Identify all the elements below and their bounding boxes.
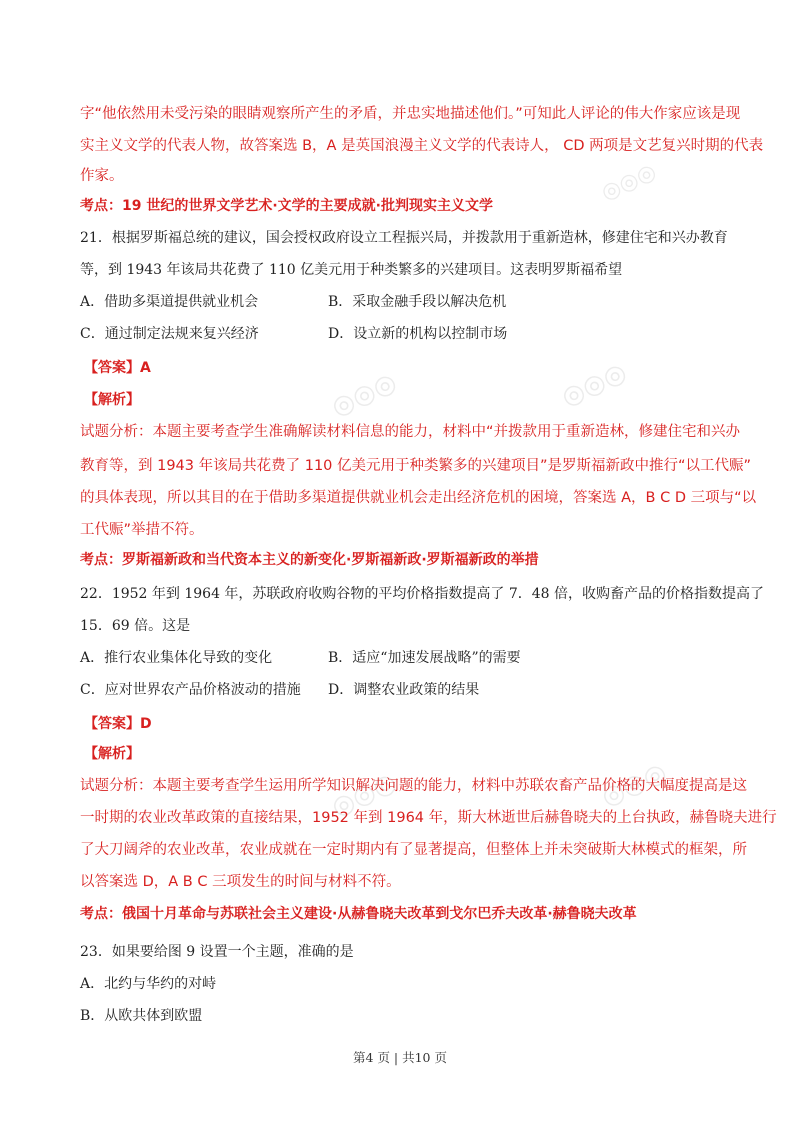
analysis-line: 一时期的农业改革政策的直接结果，1952 年到 1964 年，斯大林逝世后赫鲁晓夫的上台执政，赫鲁晓夫进行 bbox=[80, 810, 777, 826]
analysis-line: 字“他依然用未受污染的眼睛观察所产生的矛盾，并忠实地描述他们。”可知此人评论的伟大作家应该是现 bbox=[80, 106, 741, 122]
option-b: B．从欧共体到欧盟 bbox=[80, 1008, 203, 1024]
question-stem: 等，到 1943 年该局共花费了 110 亿美元用于种类繁多的兴建项目。这表明罗斯福希望 bbox=[80, 262, 623, 278]
analysis-line: 作家。 bbox=[80, 168, 124, 184]
analysis-line: 的具体表现，所以其目的在于借助多渠道提供就业机会走出经济危机的困境，答案选 A，B C D 三项与“以 bbox=[80, 490, 757, 506]
analysis-line: 实主义文学的代表人物，故答案选 B，A 是英国浪漫主义文学的代表诗人， CD 两项是文艺复兴时期的代表 bbox=[80, 138, 764, 154]
question-stem: 15．69 倍。这是 bbox=[80, 618, 191, 634]
option-c: C．通过制定法规来复兴经济 bbox=[80, 326, 259, 342]
answer-label: 【答案】A bbox=[84, 360, 151, 376]
analysis-line: 试题分析：本题主要考查学生运用所学知识解决问题的能力，材料中苏联农畜产品价格的大幅度提高是这 bbox=[80, 778, 747, 794]
kaodian-line: 考点：罗斯福新政和当代资本主义的新变化·罗斯福新政·罗斯福新政的举措 bbox=[80, 552, 539, 568]
question-stem: 21．根据罗斯福总统的建议，国会授权政府设立工程振兴局，并拨款用于重新造林，修建住宅和兴办教育 bbox=[80, 230, 728, 246]
jiexi-label: 【解析】 bbox=[84, 746, 140, 762]
watermark-logo: ◎◎◎ bbox=[597, 159, 661, 206]
analysis-line: 了大刀阔斧的农业改革，农业成就在一定时期内有了显著提高，但整体上并未突破斯大林模式的框架，所 bbox=[80, 842, 747, 858]
watermark-logo: ◎◎◎ bbox=[596, 757, 672, 813]
watermark-logo: ◎◎◎ bbox=[556, 357, 632, 413]
option-d: D．设立新的机构以控制市场 bbox=[328, 326, 508, 342]
analysis-line: 试题分析：本题主要考查学生准确解读材料信息的能力，材料中“并拨款用于重新造林，修建住宅和兴办 bbox=[80, 424, 741, 440]
analysis-line: 以答案选 D，A B C 三项发生的时间与材料不符。 bbox=[80, 874, 401, 890]
kaodian-line: 考点：俄国十月革命与苏联社会主义建设·从赫鲁晓夫改革到戈尔巴乔夫改革·赫鲁晓夫改革 bbox=[80, 906, 637, 922]
option-d: D．调整农业政策的结果 bbox=[328, 682, 480, 698]
analysis-line: 教育等，到 1943 年该局共花费了 110 亿美元用于种类繁多的兴建项目”是罗斯福新政中推行“以工代赈” bbox=[80, 458, 752, 474]
option-a: A．北约与华约的对峙 bbox=[80, 976, 217, 992]
watermark-logo: ◎◎◎ bbox=[326, 767, 402, 823]
option-b: B．适应“加速发展战略”的需要 bbox=[328, 650, 521, 666]
option-b: B．采取金融手段以解决危机 bbox=[328, 294, 507, 310]
page-footer: 第4 页 | 共10 页 bbox=[353, 1050, 447, 1065]
option-a: A．借助多渠道提供就业机会 bbox=[80, 294, 259, 310]
answer-label: 【答案】D bbox=[84, 716, 152, 732]
kaodian-line: 考点：19 世纪的世界文学艺术·文学的主要成就·批判现实主义文学 bbox=[80, 198, 493, 214]
analysis-line: 工代赈”举措不符。 bbox=[80, 522, 204, 538]
watermark-logo: ◎◎◎ bbox=[326, 367, 402, 423]
question-stem: 23．如果要给图 9 设置一个主题，准确的是 bbox=[80, 944, 354, 960]
option-a: A．推行农业集体化导致的变化 bbox=[80, 650, 273, 666]
jiexi-label: 【解析】 bbox=[84, 392, 140, 408]
question-stem: 22．1952 年到 1964 年，苏联政府收购谷物的平均价格指数提高了 7．48 倍，收购畜产品的价格指数提高了 bbox=[80, 586, 765, 602]
option-c: C．应对世界农产品价格波动的措施 bbox=[80, 682, 301, 698]
